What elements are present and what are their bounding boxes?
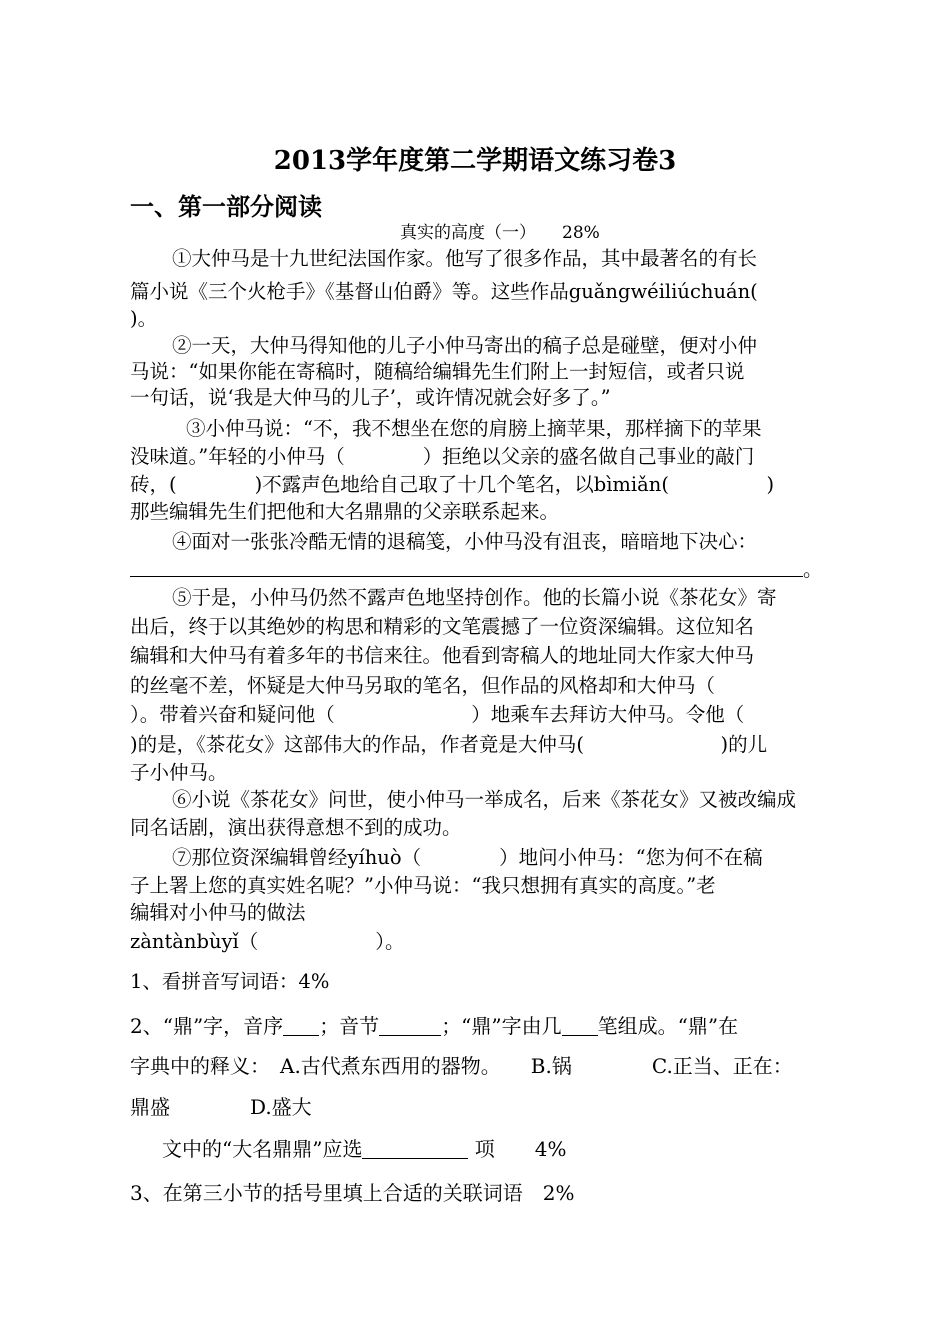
question-2-text: ；“鼎”字由几 xyxy=(441,1014,562,1038)
section-heading: 一、第一部分阅读 xyxy=(130,192,322,221)
passage-line: ②一天，大仲马得知他的儿子小仲马寄出的稿子总是碰壁，便对小仲 xyxy=(172,334,758,357)
passage-line: 同名话剧，演出获得意想不到的成功。 xyxy=(130,816,462,839)
question-3: 3、在第三小节的括号里填上合适的关联词语 2% xyxy=(130,1181,575,1205)
question-1: 1、看拼音写词语：4% xyxy=(130,970,330,993)
passage-line: )。 xyxy=(130,307,158,330)
passage-line: 砖，( )不露声色地给自己取了十几个笔名，以bìmiǎn( ) xyxy=(130,473,775,496)
question-2-text: 2、“鼎”字，音序 xyxy=(130,1014,284,1038)
answer-line[interactable] xyxy=(130,576,803,577)
passage-line: 一句话，说‘我是大仲马的儿子’，或许情况就会好多了。” xyxy=(130,386,611,409)
question-2-text: 文中的“大名鼎鼎”应选 xyxy=(162,1137,363,1161)
passage-line: 编辑对小仲马的做法 xyxy=(130,901,306,924)
question-2-line3: 鼎盛 D.盛大 xyxy=(130,1095,312,1119)
passage-line: ⑦那位资深编辑曾经yíhuò（ ）地问小仲马：“您为何不在稿 xyxy=(172,846,763,869)
blank-bihua[interactable] xyxy=(562,1015,598,1036)
question-2-line1 xyxy=(130,1013,738,1039)
question-2-text: 项 4% xyxy=(468,1137,567,1161)
passage-line: zàntànbùyǐ（ ）。 xyxy=(130,930,405,953)
passage-title-text: 真实的高度（一） xyxy=(400,223,536,243)
passage-score: 28% xyxy=(562,223,600,243)
question-2-line4 xyxy=(162,1136,567,1162)
question-2-text: 笔组成。“鼎”在 xyxy=(597,1014,739,1038)
passage-line: 出后，终于以其绝妙的构思和精彩的文笔震撼了一位资深编辑。这位知名 xyxy=(130,615,755,638)
passage-line: ③小仲马说：“不，我不想坐在您的肩膀上摘苹果，那样摘下的苹果 xyxy=(186,417,762,440)
answer-line-end: 。 xyxy=(803,558,823,581)
passage-title xyxy=(400,218,600,243)
passage-line: ①大仲马是十九世纪法国作家。他写了很多作品，其中最著名的有长 xyxy=(172,247,758,270)
question-2-line2: 字典中的释义： A.古代煮东西用的器物。 B.锅 C.正当、正在： xyxy=(130,1054,793,1078)
passage-line: ⑤于是，小仲马仍然不露声色地坚持创作。他的长篇小说《茶花女》寄 xyxy=(172,586,777,609)
passage-line: 没味道。”年轻的小仲马（ ）拒绝以父亲的盛名做自己事业的敲门 xyxy=(130,445,755,468)
passage-line: 那些编辑先生们把他和大名鼎鼎的父亲联系起来。 xyxy=(130,500,560,523)
passage-line: ）。带着兴奋和疑问他（ ）地乘车去拜访大仲马。令他（ xyxy=(130,703,745,726)
passage-line: 子上署上您的真实姓名呢？”小仲马说：“我只想拥有真实的高度。”老 xyxy=(130,874,716,897)
blank-yinjie[interactable] xyxy=(379,1015,441,1036)
passage-line: 编辑和大仲马有着多年的书信来往。他看到寄稿人的地址同大作家大仲马 xyxy=(130,644,755,667)
passage-line: 的丝毫不差，怀疑是大仲马另取的笔名，但作品的风格却和大仲马（ xyxy=(130,674,716,697)
passage-line: 马说：“如果你能在寄稿时，随稿给编辑先生们附上一封短信，或者只说 xyxy=(130,360,745,383)
blank-option[interactable] xyxy=(362,1138,468,1159)
question-2-text: ；音节 xyxy=(319,1014,380,1038)
passage-line: 子小仲马。 xyxy=(130,761,228,784)
page-title: 2013学年度第二学期语文练习卷3 xyxy=(273,146,677,176)
passage-line: ④面对一张张冷酷无情的退稿笺，小仲马没有沮丧，暗暗地下决心： xyxy=(172,530,758,553)
passage-line: ⑥小说《茶花女》问世，使小仲马一举成名，后来《茶花女》又被改编成 xyxy=(172,788,797,811)
blank-yinxu[interactable] xyxy=(283,1015,319,1036)
passage-line: )的是，《茶花女》这部伟大的作品，作者竟是大仲马( )的儿 xyxy=(130,733,768,756)
passage-line: 篇小说《三个火枪手》《基督山伯爵》等。这些作品guǎngwéiliúchuán( xyxy=(130,280,758,303)
